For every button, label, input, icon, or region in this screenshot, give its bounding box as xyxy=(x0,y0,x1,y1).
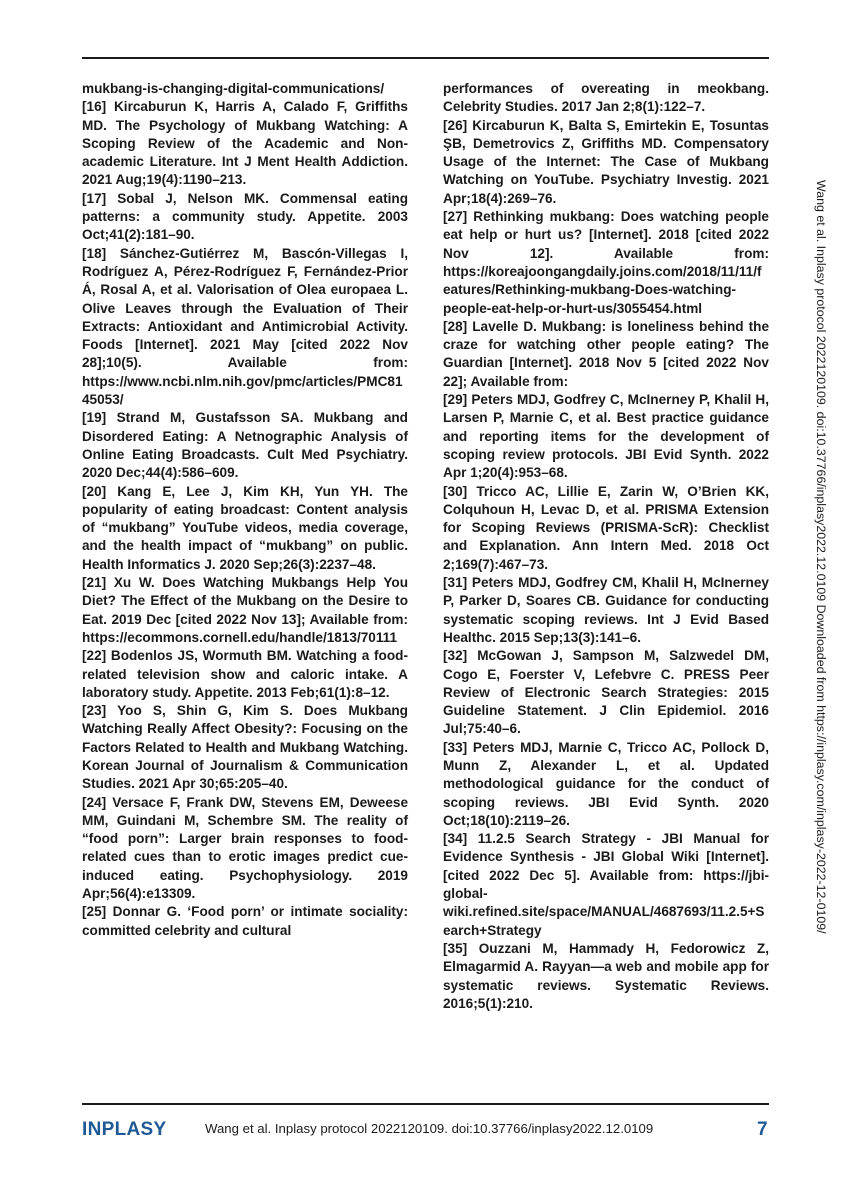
reference-entry: [31] Peters MDJ, Godfrey CM, Khalil H, McInerney P, Parker D, Soares CB. Guidance for conducting systematic scoping reviews. Int J Evid Based Healthc. 2015 Sep;13(3):141–6. xyxy=(443,575,769,645)
reference-entry: [30] Tricco AC, Lillie E, Zarin W, O’Brien KK, Colquhoun H, Levac D, et al. PRISMA Extension for Scoping Reviews (PRISMA-ScR): Checklist and Explanation. Ann Intern Med. 2018 Oct 2;169(7):467–73. xyxy=(443,483,769,572)
reference-entry: [22] Bodenlos JS, Wormuth BM. Watching a food-related television show and caloric intake. A laboratory study. Appetite. 2013 Feb;61(1):8–12. xyxy=(82,648,408,700)
reference-entry: [33] Peters MDJ, Marnie C, Tricco AC, Pollock D, Munn Z, Alexander L, et al. Updated methodological guidance for the conduct of scoping reviews. JBI Evid Synth. 2020 Oct;18(10):2119–26. xyxy=(443,739,769,828)
reference-entry: [35] Ouzzani M, Hammady H, Fedorowicz Z, Elmagarmid A. Rayyan—a web and mobile app for systematic reviews. Systematic Reviews. 2016;5(1):210. xyxy=(443,940,769,1011)
bottom-rule xyxy=(82,1103,769,1105)
reference-entry: [32] McGowan J, Sampson M, Salzwedel DM, Cogo E, Foerster V, Lefebvre C. PRESS Peer Review of Electronic Search Strategies: 2015 Guideline Statement. J Clin Epidemiol. 2016 Jul;75:40–6. xyxy=(443,648,769,737)
reference-entry: [29] Peters MDJ, Godfrey C, McInerney P, Khalil H, Larsen P, Marnie C, et al. Best practice guidance and reporting items for the development of scoping review protocols. JBI Evid Synth. 2022 Apr 1;20(4):953–68. xyxy=(443,392,769,481)
top-rule xyxy=(82,57,769,59)
reference-entry: [26] Kircaburun K, Balta S, Emirtekin E, Tosuntas ŞB, Demetrovics Z, Griffiths MD. Compensatory Usage of the Internet: The Case of Mukbang Watching on YouTube. Psychiatry Investig. 2021 Apr;18(4):269–76. xyxy=(443,117,769,206)
reference-entry: [27] Rethinking mukbang: Does watching people eat help or hurt us? [Internet]. 2018 [cited 2022 Nov 12]. Available from: https://koreajoongangdaily.joins.com/2018/11/11/features/Rethinking-mukbang-Does-watching-people-eat-help-or-hurt-us/3055454.html xyxy=(443,209,769,316)
reference-entry: [18] Sánchez-Gutiérrez M, Bascón-Villegas I, Rodríguez A, Pérez-Rodríguez F, Fernández-Prior Á, Rosal A, et al. Valorisation of Olea europaea L. Olive Leaves through the Evaluation of Their Extracts: Antioxidant and Antimicrobial Activity. Foods [Internet]. 2021 May [cited 2022 Nov 28];10(5). Available from: https://www.ncbi.nlm.nih.gov/pmc/articles/PMC8145053/ xyxy=(82,245,408,408)
inplasy-logo: INPLASY xyxy=(82,1119,167,1140)
side-download-note: Wang et al. Inplasy protocol 2022120109. doi:10.37766/inplasy2022.12.0109 Downloaded from https://inplasy.com/inplasy-2022-12-0109/ xyxy=(814,180,828,934)
references-left-column xyxy=(82,80,408,940)
footer-citation: Wang et al. Inplasy protocol 2022120109. doi:10.37766/inplasy2022.12.0109 xyxy=(205,1121,654,1136)
references-right-column xyxy=(443,80,769,1013)
reference-entry: [34] 11.2.5 Search Strategy - JBI Manual for Evidence Synthesis - JBI Global Wiki [Internet]. [cited 2022 Dec 5]. Available from: https://jbi-global-wiki.refined.site/space/MANUAL/4687693/11.2.5+Search+Strategy xyxy=(443,831,769,938)
reference-entry: [24] Versace F, Frank DW, Stevens EM, Deweese MM, Guindani M, Schembre SM. The reality of “food porn”: Larger brain responses to food-related cues than to erotic images predict cue-induced eating. Psychophysiology. 2019 Apr;56(4):e13309. xyxy=(82,794,408,902)
page-number: 7 xyxy=(757,1119,768,1140)
reference-entry: [20] Kang E, Lee J, Kim KH, Yun YH. The popularity of eating broadcast: Content analysis of “mukbang” YouTube videos, media coverage, and the health impact of “mukbang” on public. Health Informatics J. 2020 Sep;26(3):2237–48. xyxy=(82,483,408,572)
reference-entry: [23] Yoo S, Shin G, Kim S. Does Mukbang Watching Really Affect Obesity?: Focusing on the Factors Related to Health and Mukbang Watching. Korean Journal of Journalism & Communication Studies. 2021 Apr 30;65:205–40. xyxy=(82,703,408,792)
reference-entry: [28] Lavelle D. Mukbang: is loneliness behind the craze for watching other people eating? The Guardian [Internet]. 2018 Nov 5 [cited 2022 Nov 22]; Available from: xyxy=(443,318,769,389)
reference-entry: mukbang-is-changing-digital-communications/ xyxy=(82,81,385,96)
reference-entry: [21] Xu W. Does Watching Mukbangs Help You Diet? The Effect of the Mukbang on the Desire to Eat. 2019 Dec [cited 2022 Nov 13]; Available from: https://ecommons.cornell.edu/handle/1813/70111 xyxy=(82,575,408,645)
reference-entry: performances of overeating in meokbang. Celebrity Studies. 2017 Jan 2;8(1):122–7. xyxy=(443,81,769,115)
reference-entry: [19] Strand M, Gustafsson SA. Mukbang and Disordered Eating: A Netnographic Analysis of Online Eating Broadcasts. Cult Med Psychiatry. 2020 Dec;44(4):586–609. xyxy=(82,410,408,481)
reference-entry: [17] Sobal J, Nelson MK. Commensal eating patterns: a community study. Appetite. 2003 Oct;41(2):181–90. xyxy=(82,190,408,243)
reference-entry: [16] Kircaburun K, Harris A, Calado F, Griffiths MD. The Psychology of Mukbang Watching: A Scoping Review of the Academic and Non-academic Literature. Int J Ment Health Addiction. 2021 Aug;19(4):1190–213. xyxy=(82,99,408,188)
reference-entry: [25] Donnar G. ‘Food porn’ or intimate sociality: committed celebrity and cultural xyxy=(82,904,408,938)
